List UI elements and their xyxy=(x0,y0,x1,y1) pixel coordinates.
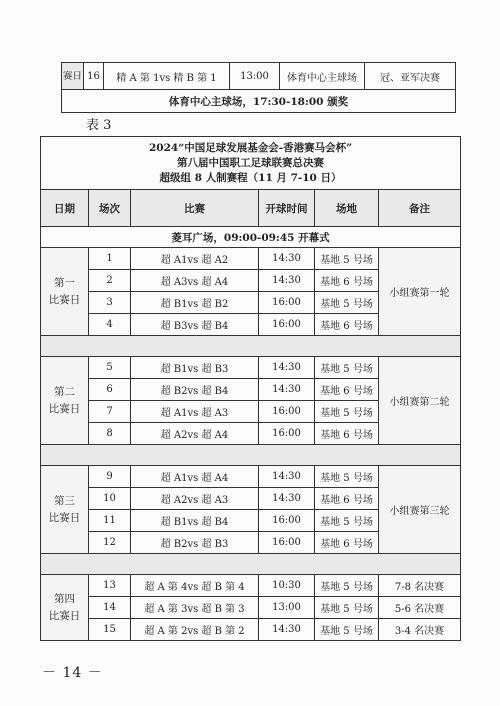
table-row xyxy=(41,597,461,619)
note-cell: 小组赛第三轮 xyxy=(379,466,461,554)
kickoff-time: 16:00 xyxy=(259,423,315,445)
venue-cell: 基地 5 号场 xyxy=(315,401,379,423)
table-row xyxy=(41,357,461,379)
header-match: 比赛 xyxy=(131,190,259,227)
day-cell: 第四 比赛日 xyxy=(41,575,89,641)
match-number: 10 xyxy=(89,488,131,510)
opening-ceremony-text: 菱耳广场，09:00-09:45 开幕式 xyxy=(41,227,461,248)
match-number: 16 xyxy=(84,63,104,90)
separator-cell xyxy=(41,445,461,466)
match-cell: 超 A1vs 超 A2 xyxy=(131,248,259,270)
kickoff-time: 13:00 xyxy=(230,63,280,90)
venue-cell: 基地 6 号场 xyxy=(315,423,379,445)
venue-cell: 基地 5 号场 xyxy=(315,357,379,379)
table-row xyxy=(41,619,461,641)
separator-cell xyxy=(41,554,461,575)
venue-cell: 基地 6 号场 xyxy=(315,270,379,292)
opening-row xyxy=(41,227,461,248)
ceremony-text: 体育中心主球场，17:30-18:00 颁奖 xyxy=(62,90,456,113)
match-cell: 超 A1vs 超 A4 xyxy=(131,466,259,488)
match-number: 7 xyxy=(89,401,131,423)
header-venue: 场地 xyxy=(315,190,379,227)
kickoff-time: 14:30 xyxy=(259,248,315,270)
day-cell: 赛日 xyxy=(62,63,84,90)
venue-cell: 体育中心主球场 xyxy=(280,63,365,90)
table-title-row xyxy=(41,137,461,190)
match-cell: 超 A 第 3vs 超 B 第 3 xyxy=(131,597,259,619)
match-number: 14 xyxy=(89,597,131,619)
match-cell: 超 B1vs 超 B3 xyxy=(131,357,259,379)
kickoff-time: 16:00 xyxy=(259,401,315,423)
match-cell: 超 B2vs 超 B4 xyxy=(131,379,259,401)
match-number: 11 xyxy=(89,510,131,532)
separator-row xyxy=(41,554,461,575)
match-number: 15 xyxy=(89,619,131,641)
note-cell: 冠、亚军决赛 xyxy=(365,63,456,90)
match-cell: 精 A 第 1vs 精 B 第 1 xyxy=(104,63,230,90)
kickoff-time: 16:00 xyxy=(259,292,315,314)
match-cell: 超 B1vs 超 B2 xyxy=(131,292,259,314)
header-date: 日期 xyxy=(41,190,89,227)
ceremony-row xyxy=(62,90,456,113)
match-cell: 超 B2vs 超 B3 xyxy=(131,532,259,554)
header-note: 备注 xyxy=(379,190,461,227)
match-cell: 超 A2vs 超 A3 xyxy=(131,488,259,510)
venue-cell: 基地 6 号场 xyxy=(315,314,379,336)
table-row xyxy=(41,466,461,488)
header-row xyxy=(41,190,461,227)
table-title xyxy=(41,137,461,190)
separator-cell xyxy=(41,336,461,357)
match-cell: 超 A 第 2vs 超 B 第 2 xyxy=(131,619,259,641)
kickoff-time: 16:00 xyxy=(259,314,315,336)
venue-cell: 基地 5 号场 xyxy=(315,597,379,619)
day-cell: 第二 比赛日 xyxy=(41,357,89,445)
match-number: 1 xyxy=(89,248,131,270)
match-number: 9 xyxy=(89,466,131,488)
kickoff-time: 14:30 xyxy=(259,270,315,292)
day-cell: 第一 比赛日 xyxy=(41,248,89,336)
match-number: 2 xyxy=(89,270,131,292)
super-group-schedule-table xyxy=(40,136,461,641)
match-cell: 超 A1vs 超 A3 xyxy=(131,401,259,423)
venue-cell: 基地 5 号场 xyxy=(315,575,379,597)
kickoff-time: 13:00 xyxy=(259,597,315,619)
schedule-table-continued xyxy=(61,62,456,113)
venue-cell: 基地 5 号场 xyxy=(315,619,379,641)
match-number: 4 xyxy=(89,314,131,336)
match-cell: 超 A3vs 超 A4 xyxy=(131,270,259,292)
kickoff-time: 14:30 xyxy=(259,379,315,401)
match-cell: 超 B3vs 超 B4 xyxy=(131,314,259,336)
match-cell: 超 A2vs 超 A4 xyxy=(131,423,259,445)
match-cell: 超 B1vs 超 B4 xyxy=(131,510,259,532)
title-line-3: 超级组 8 人制赛程（11 月 7-10 日） xyxy=(159,171,342,184)
kickoff-time: 16:00 xyxy=(259,510,315,532)
note-cell: 小组赛第二轮 xyxy=(379,357,461,445)
header-kickoff: 开球时间 xyxy=(259,190,315,227)
title-line-1: 2024“中国足球发展基金会-香港赛马会杯” xyxy=(148,141,353,154)
note-cell: 7-8 名决赛 xyxy=(379,575,461,597)
table-label: 表 3 xyxy=(86,118,112,133)
kickoff-time: 14:30 xyxy=(259,357,315,379)
note-cell: 3-4 名决赛 xyxy=(379,619,461,641)
venue-cell: 基地 6 号场 xyxy=(315,532,379,554)
venue-cell: 基地 5 号场 xyxy=(315,466,379,488)
note-cell: 小组赛第一轮 xyxy=(379,248,461,336)
kickoff-time: 16:00 xyxy=(259,532,315,554)
match-number: 13 xyxy=(89,575,131,597)
venue-cell: 基地 5 号场 xyxy=(315,510,379,532)
page-number: － 14 － xyxy=(42,665,103,681)
day-cell: 第三 比赛日 xyxy=(41,466,89,554)
kickoff-time: 10:30 xyxy=(259,575,315,597)
venue-cell: 基地 6 号场 xyxy=(315,488,379,510)
title-line-2: 第八届中国职工足球联赛总决赛 xyxy=(177,156,325,169)
kickoff-time: 14:30 xyxy=(259,619,315,641)
header-match-no: 场次 xyxy=(89,190,131,227)
venue-cell: 基地 5 号场 xyxy=(315,248,379,270)
separator-row xyxy=(41,336,461,357)
kickoff-time: 14:30 xyxy=(259,466,315,488)
note-cell: 5-6 名决赛 xyxy=(379,597,461,619)
table-row xyxy=(41,575,461,597)
venue-cell: 基地 5 号场 xyxy=(315,292,379,314)
match-number: 8 xyxy=(89,423,131,445)
match-cell: 超 A 第 4vs 超 B 第 4 xyxy=(131,575,259,597)
match-number: 12 xyxy=(89,532,131,554)
match-number: 5 xyxy=(89,357,131,379)
table-row xyxy=(41,248,461,270)
separator-row xyxy=(41,445,461,466)
venue-cell: 基地 6 号场 xyxy=(315,379,379,401)
table-row xyxy=(62,63,456,90)
match-number: 3 xyxy=(89,292,131,314)
kickoff-time: 14:30 xyxy=(259,488,315,510)
match-number: 6 xyxy=(89,379,131,401)
